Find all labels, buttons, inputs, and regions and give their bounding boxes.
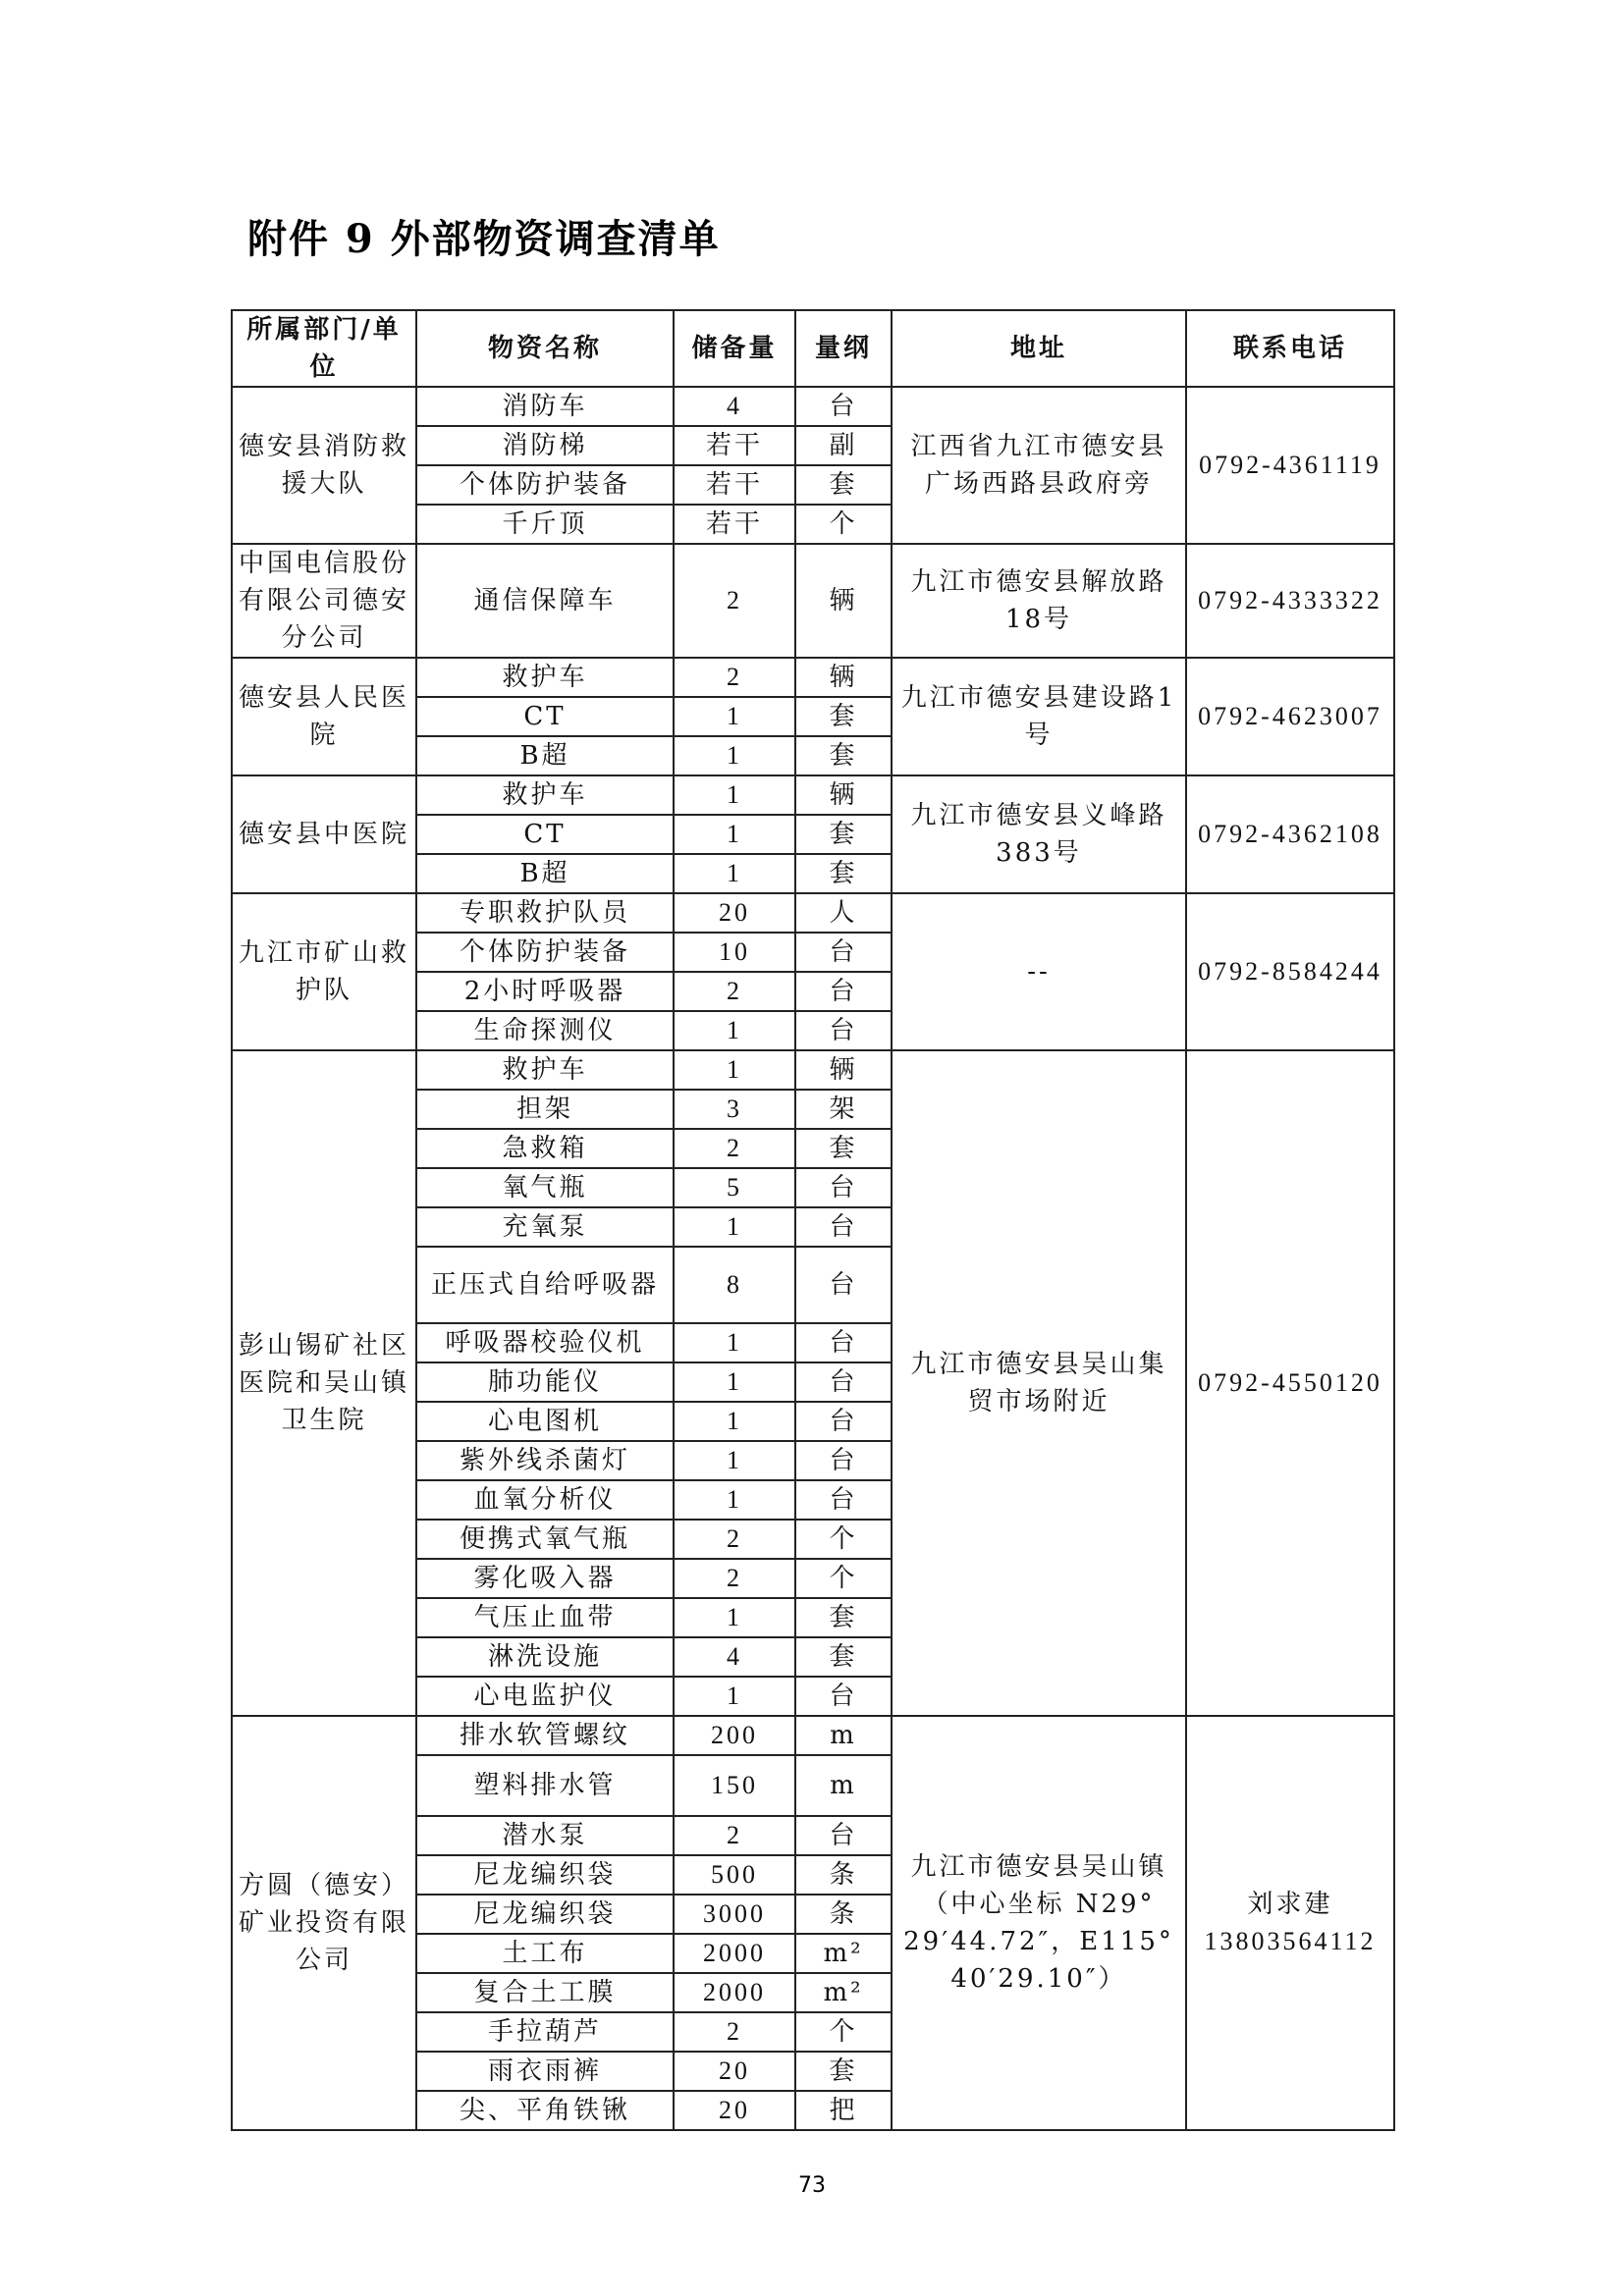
measure-unit-cell: 台 xyxy=(795,1247,892,1323)
measure-unit-cell: 条 xyxy=(795,1895,892,1934)
external-materials-table xyxy=(231,309,1395,2131)
quantity-cell: 若干 xyxy=(674,426,795,465)
quantity-cell: 1 xyxy=(674,1402,795,1441)
unit-name-cell: 方圆（德安）矿业投资有限公司 xyxy=(232,1716,416,2130)
contact-phone-cell: 0792-4623007 xyxy=(1186,658,1394,775)
page-title: 附件 9 外部物资调查清单 xyxy=(247,216,721,262)
measure-unit-cell: 辆 xyxy=(795,775,892,815)
measure-unit-cell: 套 xyxy=(795,736,892,775)
material-name-cell: 潜水泵 xyxy=(416,1816,674,1855)
quantity-cell: 5 xyxy=(674,1168,795,1207)
unit-name-cell: 九江市矿山救护队 xyxy=(232,893,416,1050)
unit-name-cell: 彭山锡矿社区医院和吴山镇卫生院 xyxy=(232,1050,416,1716)
quantity-cell: 4 xyxy=(674,387,795,426)
material-name-cell: B超 xyxy=(416,736,674,775)
quantity-cell: 1 xyxy=(674,854,795,893)
measure-unit-cell: 架 xyxy=(795,1090,892,1129)
quantity-cell: 1 xyxy=(674,697,795,736)
quantity-cell: 1 xyxy=(674,1598,795,1637)
quantity-cell: 1 xyxy=(674,1677,795,1716)
material-name-cell: 担架 xyxy=(416,1090,674,1129)
material-name-cell: 氧气瓶 xyxy=(416,1168,674,1207)
quantity-cell: 2 xyxy=(674,2012,795,2052)
header-address: 地址 xyxy=(892,310,1186,387)
material-name-cell: 尖、平角铁锹 xyxy=(416,2091,674,2130)
quantity-cell: 2 xyxy=(674,972,795,1011)
material-name-cell: B超 xyxy=(416,854,674,893)
quantity-cell: 1 xyxy=(674,1050,795,1090)
measure-unit-cell: 台 xyxy=(795,1207,892,1247)
table-row xyxy=(232,658,1394,697)
quantity-cell: 150 xyxy=(674,1755,795,1816)
table-row xyxy=(232,893,1394,933)
material-name-cell: 尼龙编织袋 xyxy=(416,1855,674,1895)
quantity-cell: 4 xyxy=(674,1637,795,1677)
table-row xyxy=(232,775,1394,815)
quantity-cell: 1 xyxy=(674,1441,795,1480)
unit-name-cell: 德安县人民医院 xyxy=(232,658,416,775)
unit-name-cell: 德安县消防救援大队 xyxy=(232,387,416,544)
table-header-row xyxy=(232,310,1394,387)
address-cell: 九江市德安县解放路18号 xyxy=(892,544,1186,658)
material-name-cell: 便携式氧气瓶 xyxy=(416,1520,674,1559)
material-name-cell: 专职救护队员 xyxy=(416,893,674,933)
measure-unit-cell: 台 xyxy=(795,1816,892,1855)
quantity-cell: 2000 xyxy=(674,1934,795,1973)
measure-unit-cell: 个 xyxy=(795,1559,892,1598)
material-name-cell: 心电监护仪 xyxy=(416,1677,674,1716)
page-number: 73 xyxy=(798,2173,826,2198)
measure-unit-cell: 套 xyxy=(795,1598,892,1637)
material-name-cell: 肺功能仪 xyxy=(416,1362,674,1402)
address-cell: 九江市德安县建设路1号 xyxy=(892,658,1186,775)
address-cell: 江西省九江市德安县广场西路县政府旁 xyxy=(892,387,1186,544)
quantity-cell: 2 xyxy=(674,1520,795,1559)
quantity-cell: 1 xyxy=(674,1207,795,1247)
quantity-cell: 10 xyxy=(674,933,795,972)
table-row xyxy=(232,1716,1394,1755)
material-name-cell: 尼龙编织袋 xyxy=(416,1895,674,1934)
measure-unit-cell: 辆 xyxy=(795,1050,892,1090)
material-name-cell: 个体防护装备 xyxy=(416,465,674,505)
quantity-cell: 1 xyxy=(674,1480,795,1520)
quantity-cell: 2 xyxy=(674,1129,795,1168)
quantity-cell: 3000 xyxy=(674,1895,795,1934)
address-cell: -- xyxy=(892,893,1186,1050)
material-name-cell: 气压止血带 xyxy=(416,1598,674,1637)
material-name-cell: 塑料排水管 xyxy=(416,1755,674,1816)
material-name-cell: 救护车 xyxy=(416,658,674,697)
material-name-cell: 复合土工膜 xyxy=(416,1973,674,2012)
table-row xyxy=(232,1050,1394,1090)
measure-unit-cell: 个 xyxy=(795,1520,892,1559)
measure-unit-cell: 套 xyxy=(795,697,892,736)
measure-unit-cell: m xyxy=(795,1716,892,1755)
material-name-cell: 千斤顶 xyxy=(416,505,674,544)
quantity-cell: 200 xyxy=(674,1716,795,1755)
quantity-cell: 3 xyxy=(674,1090,795,1129)
contact-phone-cell: 0792-4362108 xyxy=(1186,775,1394,893)
material-name-cell: 心电图机 xyxy=(416,1402,674,1441)
table-row xyxy=(232,544,1394,658)
quantity-cell: 1 xyxy=(674,815,795,854)
measure-unit-cell: m² xyxy=(795,1973,892,2012)
measure-unit-cell: 辆 xyxy=(795,658,892,697)
table-row xyxy=(232,387,1394,426)
measure-unit-cell: 台 xyxy=(795,1441,892,1480)
material-name-cell: 血氧分析仪 xyxy=(416,1480,674,1520)
material-name-cell: 急救箱 xyxy=(416,1129,674,1168)
measure-unit-cell: 台 xyxy=(795,1168,892,1207)
quantity-cell: 20 xyxy=(674,2091,795,2130)
material-name-cell: CT xyxy=(416,697,674,736)
header-quantity: 储备量 xyxy=(674,310,795,387)
material-name-cell: 正压式自给呼吸器 xyxy=(416,1247,674,1323)
measure-unit-cell: 台 xyxy=(795,933,892,972)
material-name-cell: 手拉葫芦 xyxy=(416,2012,674,2052)
contact-phone-cell: 0792-4361119 xyxy=(1186,387,1394,544)
quantity-cell: 若干 xyxy=(674,465,795,505)
quantity-cell: 20 xyxy=(674,893,795,933)
measure-unit-cell: 套 xyxy=(795,1129,892,1168)
measure-unit-cell: 人 xyxy=(795,893,892,933)
material-name-cell: 紫外线杀菌灯 xyxy=(416,1441,674,1480)
quantity-cell: 500 xyxy=(674,1855,795,1895)
header-unit: 所属部门/单位 xyxy=(232,310,416,387)
material-name-cell: 雾化吸入器 xyxy=(416,1559,674,1598)
measure-unit-cell: 个 xyxy=(795,505,892,544)
measure-unit-cell: 台 xyxy=(795,387,892,426)
measure-unit-cell: 套 xyxy=(795,1637,892,1677)
address-cell: 九江市德安县义峰路383号 xyxy=(892,775,1186,893)
material-name-cell: 2小时呼吸器 xyxy=(416,972,674,1011)
contact-phone-cell: 0792-4333322 xyxy=(1186,544,1394,658)
header-phone: 联系电话 xyxy=(1186,310,1394,387)
measure-unit-cell: 台 xyxy=(795,1323,892,1362)
unit-name-cell: 中国电信股份有限公司德安分公司 xyxy=(232,544,416,658)
measure-unit-cell: 套 xyxy=(795,815,892,854)
measure-unit-cell: 套 xyxy=(795,2052,892,2091)
measure-unit-cell: m² xyxy=(795,1934,892,1973)
measure-unit-cell: 副 xyxy=(795,426,892,465)
material-name-cell: CT xyxy=(416,815,674,854)
header-measure-unit: 量纲 xyxy=(795,310,892,387)
material-name-cell: 通信保障车 xyxy=(416,544,674,658)
contact-phone-cell: 0792-4550120 xyxy=(1186,1050,1394,1716)
measure-unit-cell: 套 xyxy=(795,465,892,505)
quantity-cell: 8 xyxy=(674,1247,795,1323)
quantity-cell: 2000 xyxy=(674,1973,795,2012)
measure-unit-cell: 套 xyxy=(795,854,892,893)
quantity-cell: 1 xyxy=(674,775,795,815)
quantity-cell: 若干 xyxy=(674,505,795,544)
quantity-cell: 1 xyxy=(674,1323,795,1362)
quantity-cell: 1 xyxy=(674,1011,795,1050)
measure-unit-cell: 台 xyxy=(795,972,892,1011)
material-name-cell: 生命探测仪 xyxy=(416,1011,674,1050)
material-name-cell: 救护车 xyxy=(416,775,674,815)
quantity-cell: 1 xyxy=(674,736,795,775)
measure-unit-cell: 台 xyxy=(795,1677,892,1716)
header-material-name: 物资名称 xyxy=(416,310,674,387)
measure-unit-cell: 台 xyxy=(795,1362,892,1402)
material-name-cell: 救护车 xyxy=(416,1050,674,1090)
material-name-cell: 个体防护装备 xyxy=(416,933,674,972)
measure-unit-cell: m xyxy=(795,1755,892,1816)
measure-unit-cell: 辆 xyxy=(795,544,892,658)
material-name-cell: 充氧泵 xyxy=(416,1207,674,1247)
material-name-cell: 雨衣雨裤 xyxy=(416,2052,674,2091)
material-name-cell: 淋洗设施 xyxy=(416,1637,674,1677)
measure-unit-cell: 个 xyxy=(795,2012,892,2052)
quantity-cell: 2 xyxy=(674,1559,795,1598)
material-name-cell: 排水软管螺纹 xyxy=(416,1716,674,1755)
measure-unit-cell: 台 xyxy=(795,1480,892,1520)
quantity-cell: 2 xyxy=(674,544,795,658)
measure-unit-cell: 把 xyxy=(795,2091,892,2130)
material-name-cell: 呼吸器校验仪机 xyxy=(416,1323,674,1362)
measure-unit-cell: 台 xyxy=(795,1011,892,1050)
unit-name-cell: 德安县中医院 xyxy=(232,775,416,893)
measure-unit-cell: 台 xyxy=(795,1402,892,1441)
quantity-cell: 20 xyxy=(674,2052,795,2091)
contact-phone-cell: 刘求建 13803564112 xyxy=(1186,1716,1394,2130)
material-name-cell: 消防车 xyxy=(416,387,674,426)
material-name-cell: 消防梯 xyxy=(416,426,674,465)
address-cell: 九江市德安县吴山镇（中心坐标 N29° 29′44.72″，E115° 40′29.10″） xyxy=(892,1716,1186,2130)
contact-phone-cell: 0792-8584244 xyxy=(1186,893,1394,1050)
quantity-cell: 1 xyxy=(674,1362,795,1402)
material-name-cell: 土工布 xyxy=(416,1934,674,1973)
quantity-cell: 2 xyxy=(674,658,795,697)
quantity-cell: 2 xyxy=(674,1816,795,1855)
measure-unit-cell: 条 xyxy=(795,1855,892,1895)
address-cell: 九江市德安县吴山集贸市场附近 xyxy=(892,1050,1186,1716)
